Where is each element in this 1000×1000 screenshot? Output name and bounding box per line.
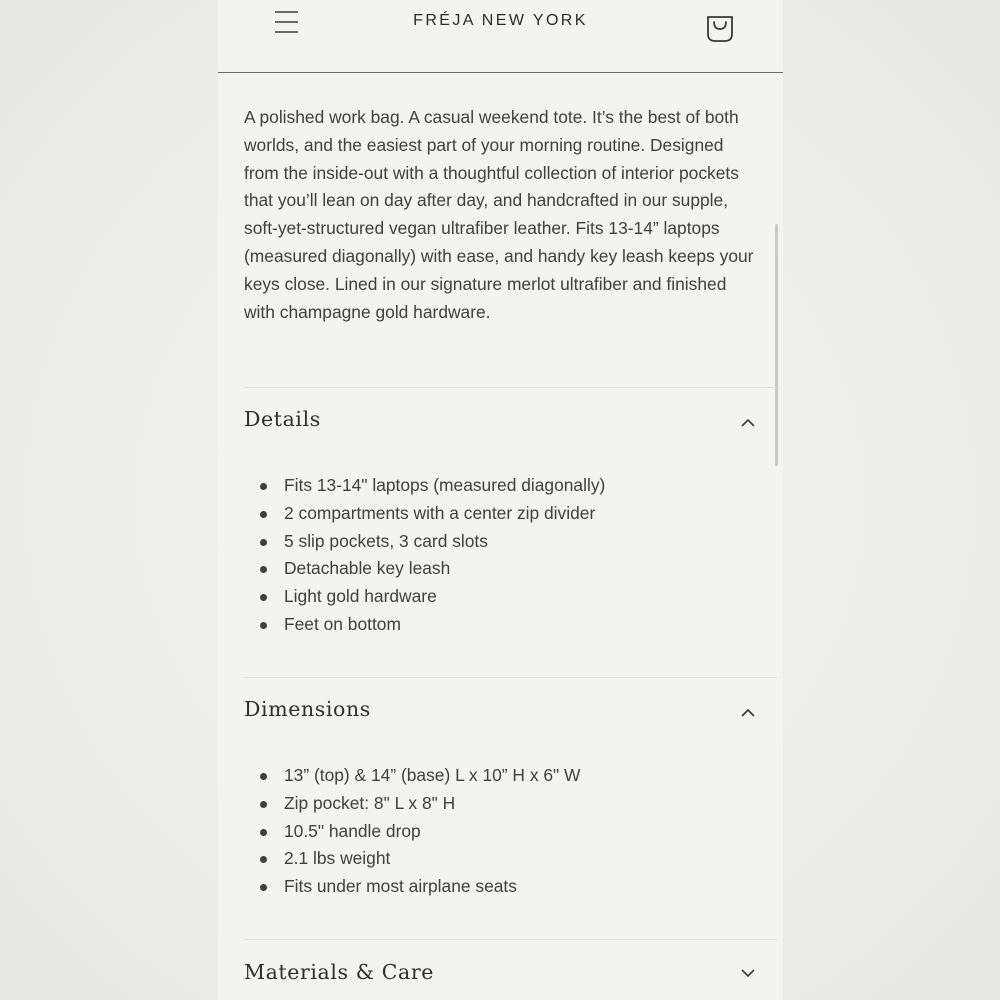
brand-logo[interactable]: FRÉJA NEW YORK	[413, 12, 588, 29]
list-item: 10.5" handle drop	[284, 818, 580, 846]
shopping-bag-icon[interactable]	[706, 13, 734, 43]
chevron-up-icon[interactable]	[739, 706, 757, 718]
site-header	[218, 0, 783, 73]
list-item: Detachable key leash	[284, 555, 605, 583]
list-item: Zip pocket: 8" L x 8" H	[284, 790, 580, 818]
dimensions-section-title[interactable]: Dimensions	[244, 697, 371, 721]
list-item: Fits under most airplane seats	[284, 873, 580, 901]
product-description: A polished work bag. A casual weekend tote. It’s the best of both worlds, and the easiest part of your morning routine. Designed from the inside-out with a thoughtful collection of interior pockets that you’ll lean on day after day, and handcrafted in our supple, soft-yet-structured vegan ultrafiber leather. Fits 13-14” laptops (measured diagonally) with ease, and handy key leash keeps your keys close. Lined in our signature merlot ultrafiber and finished with champagne gold hardware.	[244, 107, 754, 322]
details-section-title[interactable]: Details	[244, 407, 321, 431]
divider	[244, 387, 777, 388]
mobile-page[interactable]	[218, 0, 783, 1000]
list-item: 5 slip pockets, 3 card slots	[284, 528, 605, 556]
list-item: 13” (top) & 14” (base) L x 10” H x 6" W	[284, 762, 580, 790]
list-item: 2 compartments with a center zip divider	[284, 500, 605, 528]
scrollbar[interactable]	[775, 224, 778, 466]
divider	[244, 677, 777, 678]
list-item: 2.1 lbs weight	[284, 845, 580, 873]
chevron-up-icon[interactable]	[739, 416, 757, 428]
materials-care-section-title[interactable]: Materials & Care	[244, 960, 434, 984]
chevron-down-icon[interactable]	[739, 968, 757, 980]
details-list	[260, 472, 605, 639]
list-item: Light gold hardware	[284, 583, 605, 611]
dimensions-list	[260, 762, 580, 901]
list-item: Feet on bottom	[284, 611, 605, 639]
list-item: Fits 13-14" laptops (measured diagonally)	[284, 472, 605, 500]
divider	[244, 939, 777, 940]
